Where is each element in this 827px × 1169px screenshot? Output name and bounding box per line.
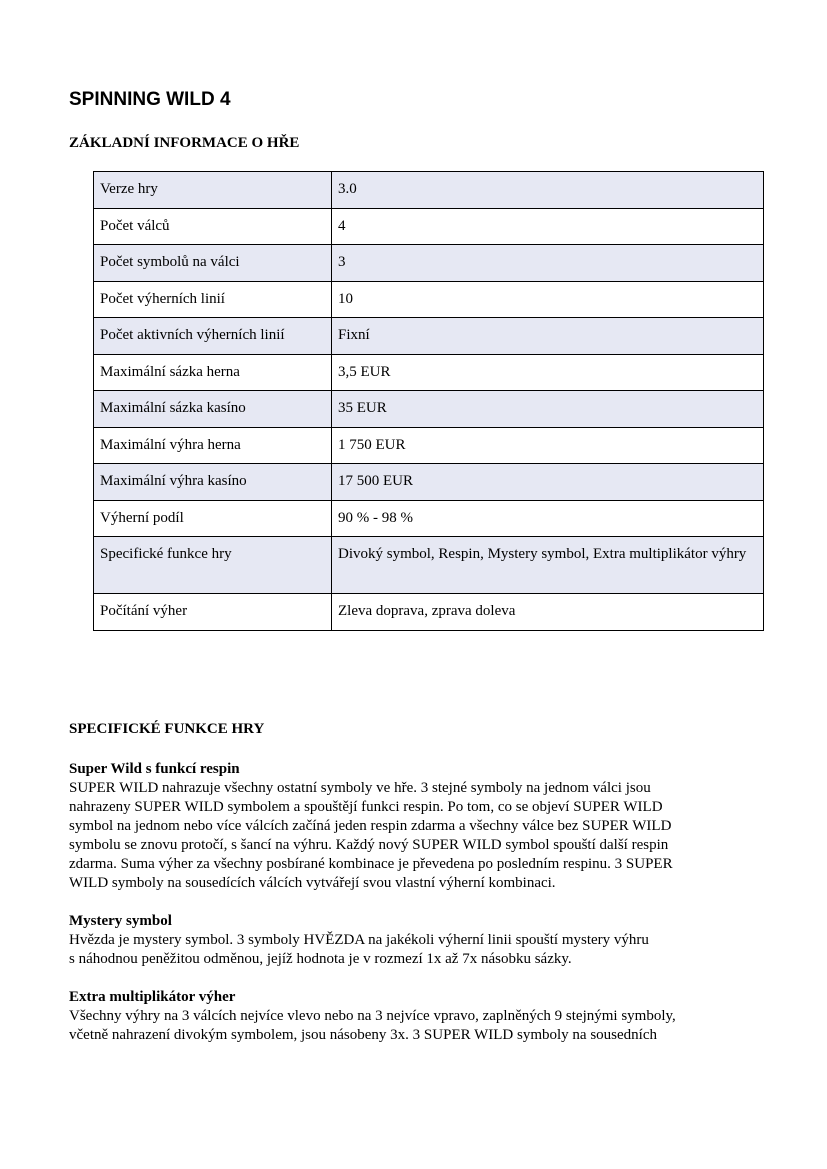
table-row bbox=[94, 500, 764, 537]
table-row bbox=[94, 354, 764, 391]
basic-info-heading: ZÁKLADNÍ INFORMACE O HŘE bbox=[69, 135, 300, 151]
row-label: Verze hry bbox=[94, 172, 332, 209]
row-value: Fixní bbox=[332, 318, 764, 355]
row-label: Maximální výhra kasíno bbox=[94, 464, 332, 501]
row-label: Počet výherních linií bbox=[94, 281, 332, 318]
row-value: 3,5 EUR bbox=[332, 354, 764, 391]
row-label: Maximální sázka herna bbox=[94, 354, 332, 391]
table-row bbox=[94, 427, 764, 464]
table-row bbox=[94, 172, 764, 209]
table-row bbox=[94, 537, 764, 594]
row-label: Specifické funkce hry bbox=[94, 537, 332, 594]
row-value: 3 bbox=[332, 245, 764, 282]
row-label: Počítání výher bbox=[94, 594, 332, 631]
row-label: Počet válců bbox=[94, 208, 332, 245]
feature-text-line: Všechny výhry na 3 válcích nejvíce vlevo nebo na 3 nejvíce vpravo, zaplněných 9 stejnými symboly, bbox=[69, 1008, 676, 1024]
row-label: Maximální výhra herna bbox=[94, 427, 332, 464]
table-row bbox=[94, 245, 764, 282]
table-row bbox=[94, 391, 764, 428]
row-label: Výherní podíl bbox=[94, 500, 332, 537]
row-value: 3.0 bbox=[332, 172, 764, 209]
feature-mystery-symbol bbox=[69, 912, 769, 969]
features-heading: SPECIFICKÉ FUNKCE HRY bbox=[69, 721, 265, 737]
row-value: 90 % - 98 % bbox=[332, 500, 764, 537]
table-row bbox=[94, 208, 764, 245]
row-label: Počet symbolů na válci bbox=[94, 245, 332, 282]
feature-text-line: Hvězda je mystery symbol. 3 symboly HVĚZDA na jakékoli výherní linii spouští mystery výhru bbox=[69, 932, 649, 948]
feature-text-line: včetně nahrazení divokým symbolem, jsou násobeny 3x. 3 SUPER WILD symboly na sousedních bbox=[69, 1027, 657, 1043]
feature-extra-multiplier bbox=[69, 988, 769, 1045]
row-label: Maximální sázka kasíno bbox=[94, 391, 332, 428]
row-value: 1 750 EUR bbox=[332, 427, 764, 464]
feature-title: Extra multiplikátor výher bbox=[69, 989, 236, 1005]
table-row bbox=[94, 464, 764, 501]
feature-super-wild bbox=[69, 760, 769, 893]
feature-title: Super Wild s funkcí respin bbox=[69, 761, 240, 777]
row-value: 10 bbox=[332, 281, 764, 318]
row-value: 35 EUR bbox=[332, 391, 764, 428]
game-info-table bbox=[93, 171, 764, 631]
feature-text-line: s náhodnou peněžitou odměnou, jejíž hodnota je v rozmezí 1x až 7x násobku sázky. bbox=[69, 951, 572, 967]
row-value: 4 bbox=[332, 208, 764, 245]
table-row bbox=[94, 281, 764, 318]
page-title: SPINNING WILD 4 bbox=[69, 89, 231, 110]
row-value: Zleva doprava, zprava doleva bbox=[332, 594, 764, 631]
row-value: 17 500 EUR bbox=[332, 464, 764, 501]
row-label: Počet aktivních výherních linií bbox=[94, 318, 332, 355]
feature-text-line: WILD symboly na sousedících válcích vytvářejí svou vlastní výherní kombinaci. bbox=[69, 875, 556, 891]
feature-text-line: zdarma. Suma výher za všechny posbírané kombinace je převedena po posledním respinu. 3 SUPER bbox=[69, 856, 673, 872]
feature-text-line: SUPER WILD nahrazuje všechny ostatní symboly ve hře. 3 stejné symboly na jednom válci jsou bbox=[69, 780, 651, 796]
feature-text-line: symbol na jednom nebo více válcích začíná jeden respin zdarma a všechny válce bez SUPER WILD bbox=[69, 818, 672, 834]
feature-text-line: nahrazeny SUPER WILD symbolem a spouštějí funkci respin. Po tom, co se objeví SUPER WILD bbox=[69, 799, 663, 815]
row-value: Divoký symbol, Respin, Mystery symbol, Extra multiplikátor výhry bbox=[332, 537, 764, 594]
feature-text-line: symbolu se znovu protočí, s šancí na výhru. Každý nový SUPER WILD symbol spouští další respin bbox=[69, 837, 669, 853]
table-row bbox=[94, 318, 764, 355]
table-row bbox=[94, 594, 764, 631]
feature-title: Mystery symbol bbox=[69, 913, 172, 929]
